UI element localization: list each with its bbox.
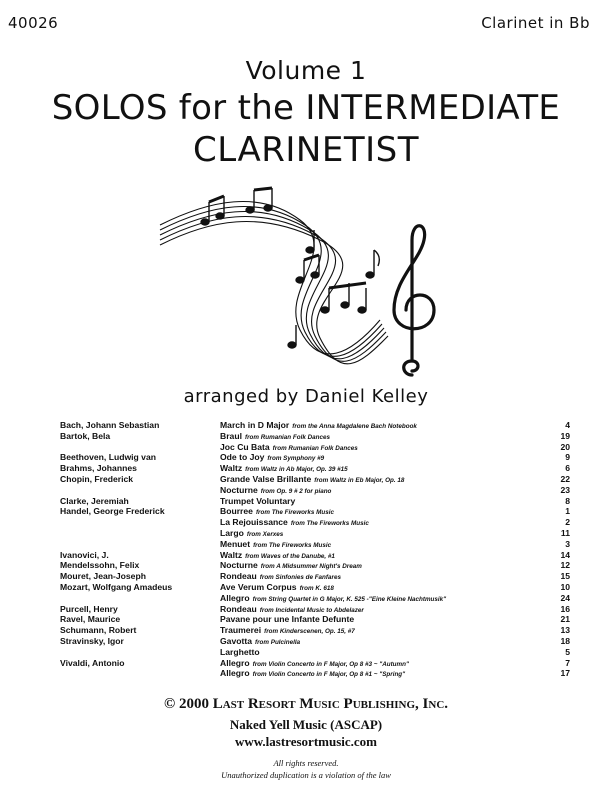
page-number: 10 (560, 581, 570, 592)
composer-name: Vivaldi, Antonio (60, 657, 125, 668)
table-of-contents (60, 420, 570, 679)
contents-row (60, 496, 570, 507)
contents-row (60, 658, 570, 669)
page-number: 13 (560, 625, 570, 636)
piece-title-cell (220, 496, 295, 507)
piece-title: Bourree (220, 506, 253, 517)
piece-source-note: from Waltz in Ab Major, Op. 39 #15 (245, 466, 348, 474)
page-number: 3 (565, 538, 570, 549)
contents-row (60, 604, 570, 615)
contents-row (60, 625, 570, 636)
page-number: 17 (560, 668, 570, 679)
contents-row (60, 614, 570, 625)
contents-row (60, 582, 570, 593)
contents-row (60, 528, 570, 539)
duplication-warning: Unauthorized duplication is a violation of the law (221, 770, 391, 780)
page-number: 1 (565, 506, 570, 517)
contents-row (60, 647, 570, 658)
page-number: 23 (560, 484, 570, 495)
contents-row (60, 593, 570, 604)
piece-title: Allegro (220, 668, 250, 679)
composer-name: Chopin, Frederick (60, 473, 134, 484)
piece-title: Waltz (220, 463, 243, 474)
composer-name: Beethoven, Ludwig van (60, 452, 156, 463)
book-title-line1: SOLOS for the INTERMEDIATE (51, 88, 561, 128)
composer-name: Ravel, Maurice (60, 614, 121, 625)
piece-title-cell (220, 647, 260, 658)
piece-source-note: from Sinfonies de Fanfares (259, 574, 341, 582)
contents-row (60, 474, 570, 485)
piece-source-note: from Op. 9 # 2 for piano (260, 487, 332, 495)
piece-title: Allegro (220, 592, 250, 603)
piece-title: Nocturne (220, 560, 258, 571)
composer-name: Schumann, Robert (60, 625, 137, 636)
piece-source-note: from Kinderscenen, Op. 15, #7 (264, 628, 355, 636)
catalog-number: 40026 (8, 14, 59, 32)
publisher-website: www.lastresortmusic.com (234, 734, 377, 749)
page-number: 21 (560, 614, 570, 625)
copyright-notice: © 2000 Last Resort Music Publishing, Inc. (163, 696, 449, 712)
piece-title: March in D Major (220, 420, 290, 430)
publisher-society: Naked Yell Music (ASCAP) (229, 717, 383, 732)
rights-notice: All rights reserved. (273, 758, 339, 768)
page-number: 15 (560, 571, 570, 582)
page-number: 6 (565, 463, 570, 474)
music-notes-illustration-icon (150, 180, 450, 380)
volume-label: Volume 1 (245, 56, 367, 85)
piece-title: Largo (220, 527, 244, 538)
contents-row (60, 506, 570, 517)
piece-title: Rondeau (220, 603, 257, 614)
piece-source-note: from Waltz in Eb Major, Op. 18 (314, 476, 405, 484)
contents-row (60, 452, 570, 463)
piece-title-cell (220, 614, 354, 625)
piece-source-note: from Violin Concerto in F Major, Op 8 #1 ~ "Spring" (252, 671, 406, 679)
contents-row (60, 668, 570, 679)
page-number: 20 (560, 441, 570, 452)
piece-source-note: from The Fireworks Music (290, 520, 369, 528)
composer-name: Stravinsky, Igor (60, 635, 124, 646)
piece-source-note: from Violin Concerto in F Major, Op 8 #3 ~ "Autumn" (252, 660, 409, 668)
contents-row (60, 550, 570, 561)
instrument-label: Clarinet in Bb (481, 14, 590, 32)
composer-name: Clarke, Jeremiah (60, 495, 129, 506)
composer-name: Bartok, Bela (60, 430, 111, 441)
contents-row (60, 485, 570, 496)
piece-title: Traumerei (220, 625, 262, 636)
piece-title: Trumpet Voluntary (220, 495, 296, 506)
page-number: 22 (560, 473, 570, 484)
page-number: 16 (560, 603, 570, 614)
piece-source-note: from String Quartet in G Major, K. 525 -"Eine Kleine Nachtmusik" (252, 595, 447, 603)
composer-name: Mouret, Jean-Joseph (60, 571, 146, 582)
page-number: 7 (565, 657, 570, 668)
piece-source-note: from Rumanian Folk Dances (272, 444, 358, 452)
piece-title: Braul (220, 430, 242, 441)
piece-title: Ave Verum Corpus (220, 581, 297, 592)
page-number: 18 (560, 635, 570, 646)
page-number: 19 (560, 430, 570, 441)
contents-row (60, 571, 570, 582)
piece-title: Waltz (220, 549, 243, 560)
page-number: 24 (560, 592, 570, 603)
book-title-line2: CLARINETIST (193, 130, 419, 170)
composer-name: Mozart, Wolfgang Amadeus (60, 581, 173, 592)
contents-row (60, 517, 570, 528)
page-number: 2 (565, 517, 570, 528)
page-number: 5 (565, 646, 570, 657)
piece-title-cell (220, 668, 405, 681)
page-number: 12 (560, 560, 570, 571)
piece-source-note: from Rumanian Folk Dances (244, 433, 330, 441)
piece-title: Ode to Joy (220, 452, 265, 463)
piece-source-note: from Pulcinella (255, 638, 301, 646)
page-number: 9 (565, 452, 570, 463)
piece-source-note: from the Anna Magdalene Bach Notebook (292, 423, 417, 430)
page-number: 14 (560, 549, 570, 560)
composer-name: Mendelssohn, Felix (60, 560, 140, 571)
page-number: 4 (565, 420, 570, 430)
piece-title: Menuet (220, 538, 251, 549)
arranger-credit: arranged by Daniel Kelley (183, 386, 429, 407)
piece-source-note: from Incidental Music to Abdelazer (259, 606, 364, 614)
piece-title: Gavotta (220, 635, 252, 646)
piece-title: Pavane pour une Infante Defunte (220, 614, 355, 625)
piece-title: Nocturne (220, 484, 258, 495)
contents-row (60, 463, 570, 474)
piece-source-note: from The Fireworks Music (255, 509, 334, 517)
composer-name: Bach, Johann Sebastian (60, 420, 160, 430)
contents-row (60, 442, 570, 453)
page-number: 8 (565, 495, 570, 506)
contents-row (60, 431, 570, 442)
contents-row (60, 560, 570, 571)
piece-source-note: from Xerxes (246, 530, 284, 538)
piece-source-note: from Waves of the Danube, #1 (245, 552, 335, 560)
piece-source-note: from The Fireworks Music (253, 541, 332, 549)
piece-source-note: from K. 618 (299, 584, 334, 592)
contents-row (60, 420, 570, 431)
piece-title: La Rejouissance (220, 517, 288, 528)
piece-title: Joc Cu Bata (220, 441, 270, 452)
piece-title: Rondeau (220, 571, 257, 582)
composer-name: Brahms, Johannes (60, 463, 137, 474)
composer-name: Handel, George Frederick (60, 506, 165, 517)
piece-title: Grande Valse Brillante (220, 473, 312, 484)
piece-title: Larghetto (220, 646, 260, 657)
contents-row (60, 636, 570, 647)
piece-title: Allegro (220, 657, 250, 668)
composer-name: Purcell, Henry (60, 603, 118, 614)
composer-name: Ivanovici, J. (60, 549, 109, 560)
piece-source-note: from A Midsummer Night's Dream (260, 563, 362, 571)
contents-row (60, 539, 570, 550)
piece-source-note: from Symphony #9 (267, 455, 325, 463)
page-number: 11 (560, 527, 570, 538)
